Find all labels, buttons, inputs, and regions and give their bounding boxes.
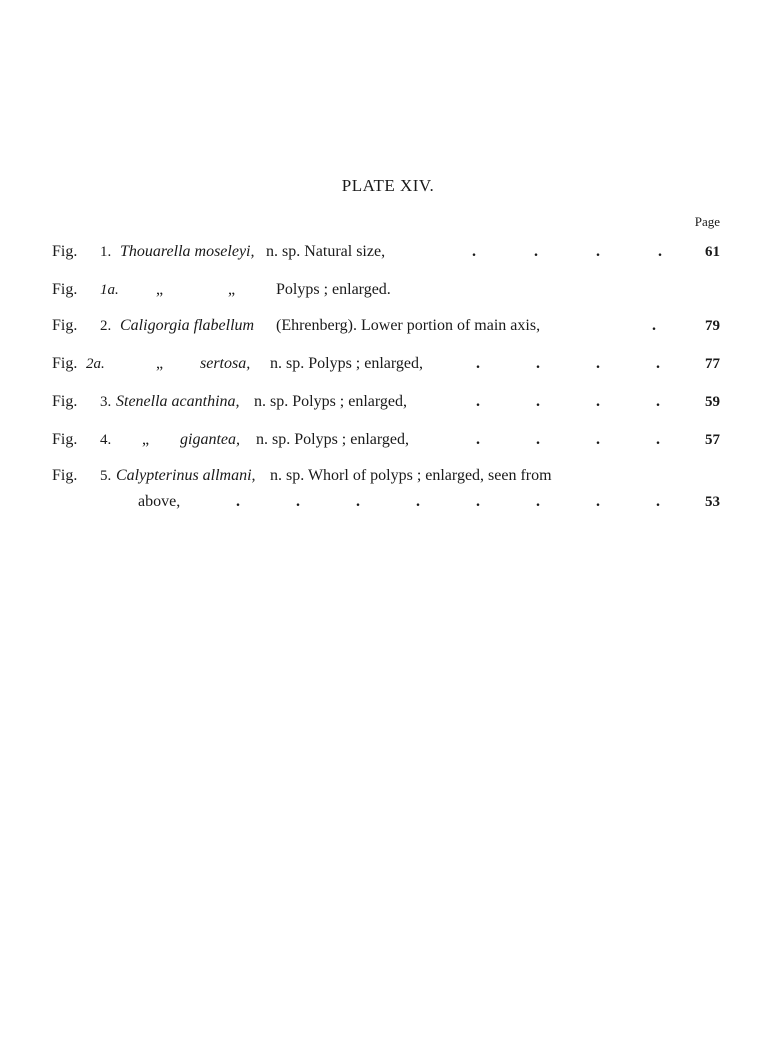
fig-label: Fig. <box>52 431 78 448</box>
fig-label: Fig. <box>52 467 78 484</box>
fig-number: 2a. <box>86 356 105 372</box>
ditto-mark: „ <box>156 281 164 298</box>
entry-description: (Ehrenberg). Lower portion of main axis, <box>276 317 541 334</box>
page-number: 79 <box>705 318 720 334</box>
entry-description: n. sp. Polyps ; enlarged, <box>254 393 408 410</box>
page-number: 77 <box>705 356 720 372</box>
ditto-mark: „ <box>228 281 236 298</box>
species-name: Thouarella moseleyi, <box>120 243 255 260</box>
entry-description: n. sp. Whorl of polyps ; enlarged, seen from <box>270 467 552 484</box>
fig-number: 3. <box>100 394 112 410</box>
ditto-mark: „ <box>156 355 164 372</box>
fig-number: 4. <box>100 432 112 448</box>
page-column-header: Page <box>694 214 720 229</box>
fig-label: Fig. <box>52 355 78 372</box>
fig-number: 1. <box>100 244 112 260</box>
plate-entry: Fig. 3. Stenella acanthina, n. sp. Polyps ; enlarged, . . . . 59 <box>52 390 720 414</box>
entry-description: n. sp. Natural size, <box>266 243 386 260</box>
fig-label: Fig. <box>52 317 78 334</box>
species-name: Calypterinus allmani, <box>116 467 256 484</box>
page-number: 53 <box>705 494 720 510</box>
species-name: Stenella acanthina, <box>116 393 240 410</box>
entry-description-continued: above, <box>138 493 181 510</box>
entry-description: n. sp. Polyps ; enlarged, <box>256 431 410 448</box>
fig-number: 5. <box>100 468 112 484</box>
plate-entry: Fig. 4. „ gigantea, n. sp. Polyps ; enlarged, . . . . 57 <box>52 428 720 452</box>
species-name: Caligorgia flabellum <box>120 317 255 334</box>
plate-entry: Fig. 1. Thouarella moseleyi, n. sp. Natural size, . . . . 61 <box>52 240 720 264</box>
page-number: 61 <box>705 244 720 260</box>
plate-entry: Fig. 2a. „ sertosa, n. sp. Polyps ; enlarged, . . . . 77 <box>52 352 720 376</box>
plate-entry: Fig. 2. Caligorgia flabellum (Ehrenberg). Lower portion of main axis, . 79 <box>52 314 720 338</box>
plate-title: PLATE XIV. <box>341 176 435 195</box>
fig-number: 1a. <box>100 282 119 298</box>
plate-entry <box>52 278 720 302</box>
page-number: 59 <box>705 394 720 410</box>
plate-entry-continuation: above, . . . . . . . . 53 <box>52 490 720 514</box>
entry-description: Polyps ; enlarged. <box>276 281 391 298</box>
plate-entry <box>52 464 720 488</box>
entry-description: n. sp. Polyps ; enlarged, <box>270 355 424 372</box>
fig-label: Fig. <box>52 393 78 410</box>
species-name: gigantea, <box>180 431 240 448</box>
page-number: 57 <box>705 432 720 448</box>
species-name: sertosa, <box>200 355 251 372</box>
fig-label: Fig. <box>52 243 78 260</box>
ditto-mark: „ <box>142 431 150 448</box>
fig-label: Fig. <box>52 281 78 298</box>
fig-number: 2. <box>100 318 112 334</box>
